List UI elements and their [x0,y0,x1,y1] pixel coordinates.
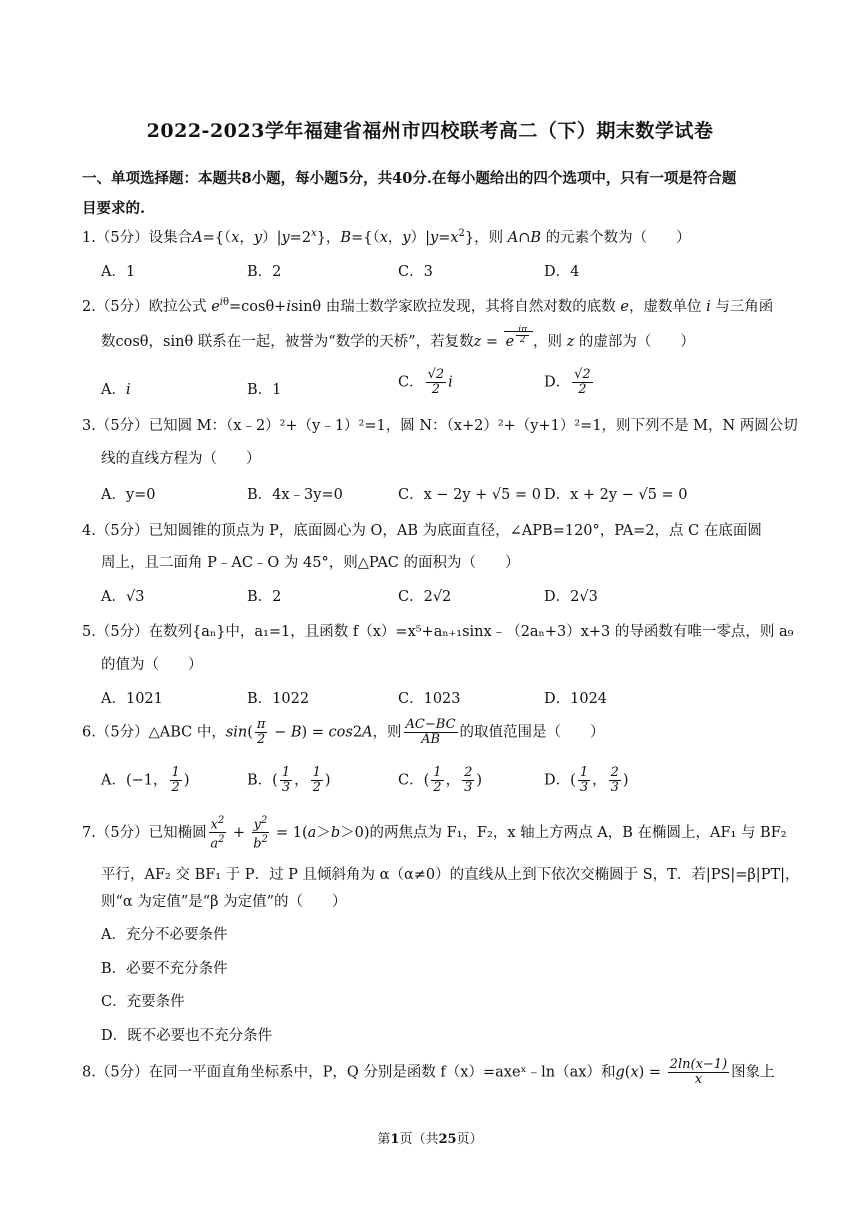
q7-option-a: A．充分不必要条件 [101,927,228,943]
page-title: 2022-2023学年福建省福州市四校联考高二（下）期末数学试卷 [146,120,714,142]
section-heading: 一、单项选择题：本题共8小题，每小题5分，共40分.在每小题给出的四个选项中，只有一项是符合题 [82,170,737,187]
q3-option-a: A．y=0 [101,487,156,503]
q2-option-b: B．1 [247,382,282,398]
question-7-cont2: 则“α 为定值”是“β 为定值”的（ ） [101,894,347,910]
q1-option-a: A．1 [101,264,136,280]
q2-option-c: C． $\frac{√2}{2}$ i [398,367,453,397]
q3-option-b: B．4x﹣3y=0 [247,487,343,503]
q1-option-b: B．2 [247,264,282,280]
q4-option-b: B．2 [247,589,282,605]
question-1: 1.（5分）设集合A={（x，$y)|y=2^x$}，B={（x，$y)|y=x^2$}，则 A∩B 的元素个数为（ ） [82,228,691,246]
q7-option-c: C．充要条件 [101,994,185,1010]
question-5-cont: 的值为（ ） [101,657,203,673]
page-footer: 第1页（共25页） [377,1132,483,1147]
q3-option-d: D．x + 2y − √5 = 0 [544,487,688,503]
q4-option-d: D．2√3 [544,589,598,605]
q5-option-d: D．1024 [544,691,608,707]
q3-option-c: C．x − 2y + √5 = 0 [398,487,541,503]
question-8: 8.（5分）在同一平面直角坐标系中，P，Q 分别是函数 f（x）=axeˣ﹣ln（ax）和g(x) = $\frac{2\ln(x-1)}{x}$ 图象上 [82,1057,775,1087]
q4-option-a: A．√3 [101,589,145,605]
question-3: 3.（5分）已知圆 M：（x﹣2）²+（y﹣1）²=1，圆 N：（x+2）²+（y+1）²=1，则下列不是 M，N 两圆公切 [82,418,798,434]
q1-option-d: D．4 [544,264,580,280]
q2-option-a: A．i [101,382,131,398]
q5-option-a: A．1021 [101,691,163,707]
question-6: 6.（5分）△ABC 中，sin( $\frac{\pi}{2}$ − B) = cos2A，则 $\frac{AC-BC}{AB}$ 的取值范围是（ ） [82,717,605,747]
q5-option-b: B．1022 [247,691,310,707]
question-2: 2.（5分）欧拉公式 $e^{i\theta}=\cos\theta+isin\theta$ 由瑞士数学家欧拉发现，其将自然对数的底数 e，虚数单位 i 与三角函 [82,297,774,315]
q6-option-c: C．( $\frac{1}{2}$ ， $\frac{2}{3}$ ) [398,765,483,795]
question-7: 7.（5分）已知椭圆 $\frac{x^2}{a^2}$ + $\frac{y^2}{b^2}$ = 1(a＞b＞0)的两焦点为 F₁，F₂，x 轴上方两点 A，B 在椭圆上，AF₁ 与 BF₂ [82,815,787,852]
q7-option-b: B．必要不充分条件 [101,961,228,977]
question-5: 5.（5分）在数列{aₙ}中，a₁=1，且函数 f（x）=x⁵+aₙ₊₁sinx﹣（2aₙ+3）x+3 的导函数有唯一零点，则 a₉ [82,624,794,640]
q1-option-c: C．3 [398,264,433,280]
question-2-cont: 数cosθ，sinθ 联系在一起，被誉为“数学的天桥”，若复数z = e $^{\frac{i\pi}{2}}$ ，则 z 的虚部为（ ） [101,325,695,350]
q5-option-c: C．1023 [398,691,461,707]
section-heading-cont: 目要求的. [82,200,146,217]
question-7-cont: 平行，AF₂ 交 BF₁ 于 P．过 P 且倾斜角为 α（α≠0）的直线从上到下依次交椭圆于 S，T．若|PS|=β|PT|， [101,867,800,883]
question-4: 4.（5分）已知圆锥的顶点为 P，底面圆心为 O，AB 为底面直径，∠APB=120°，PA=2，点 C 在底面圆 [82,523,762,539]
q6-option-b: B．( $\frac{1}{3}$ ， $\frac{1}{2}$ ) [247,765,331,795]
q7-option-d: D．既不必要也不充分条件 [101,1028,273,1044]
question-3-cont: 线的直线方程为（ ） [101,451,261,467]
q6-option-d: D．( $\frac{1}{3}$ ， $\frac{2}{3}$ ) [544,765,629,795]
question-4-cont: 周上，且二面角 P﹣AC﹣O 为 45°，则△PAC 的面积为（ ） [101,555,520,571]
q6-option-a: A．(−1， $\frac{1}{2}$ ) [101,765,190,795]
q4-option-c: C．2√2 [398,589,452,605]
q2-option-d: D． $\frac{√2}{2}$ [544,367,591,397]
